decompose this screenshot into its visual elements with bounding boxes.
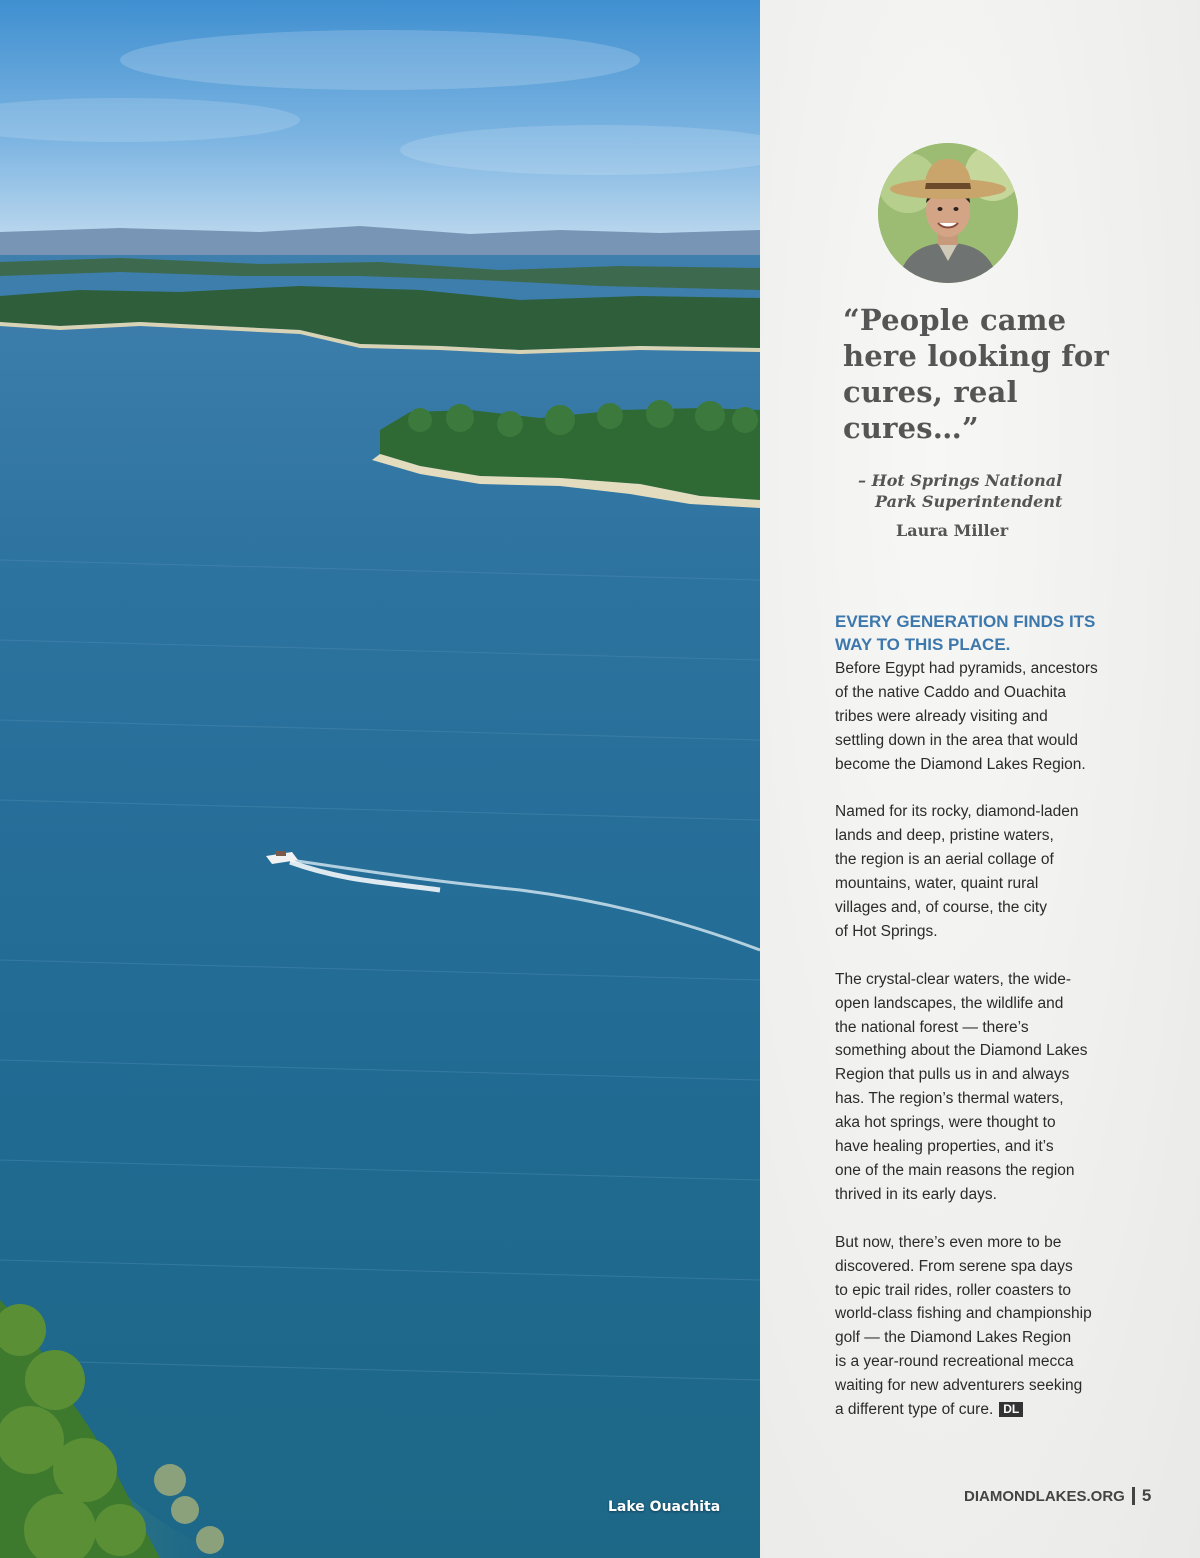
superintendent-portrait bbox=[878, 143, 1018, 283]
article-paragraph-last bbox=[835, 1231, 1147, 1422]
last-paragraph-text: But now, there’s even more to be discovered. From serene spa days to epic trail rides, roller coasters to world-class fishing and championship golf — the Diamond Lakes Region is a year-round recreational mecca waiting for new adventurers seeking a different type of cure. bbox=[835, 1233, 1092, 1419]
photo-caption: Lake Ouachita bbox=[608, 1499, 721, 1515]
article-paragraph: The crystal-clear waters, the wide- open landscapes, the wildlife and the national forest — there’s something about the Diamond Lakes Region that pulls us in and always has. The region’s thermal waters, aka hot springs, were thought to have healing properties, and it’s one of the main reasons the region thrived in its early days. bbox=[835, 970, 1088, 1203]
end-mark-badge: DL bbox=[999, 1402, 1023, 1417]
attribution-title-line2: Park Superintendent bbox=[875, 492, 1063, 511]
ranger-portrait-illustration bbox=[878, 143, 1018, 283]
footer-site-link[interactable]: DIAMONDLAKES.ORG bbox=[964, 1487, 1125, 1505]
article-heading: EVERY GENERATION FINDS ITS WAY TO THIS PLACE. bbox=[835, 612, 1096, 654]
quote-attribution bbox=[858, 470, 1118, 512]
article-paragraph: Before Egypt had pyramids, ancestors of the native Caddo and Ouachita tribes were already visiting and settling down in the area that would become the Diamond Lakes Region. bbox=[835, 660, 1098, 773]
attribution-title-line1: – Hot Springs National bbox=[858, 471, 1063, 490]
footer-divider bbox=[1132, 1487, 1135, 1505]
article-paragraph: Named for its rocky, diamond-laden lands and deep, pristine waters, the region is an aerial collage of mountains, water, quaint rural villages and, of course, the city of Hot Springs. bbox=[835, 803, 1079, 940]
page-number: 5 bbox=[1141, 1486, 1152, 1505]
attribution-name: Laura Miller bbox=[896, 521, 1009, 540]
pull-quote: “People came here looking for cures, real cures…” bbox=[843, 303, 1109, 445]
page-footer bbox=[964, 1486, 1151, 1506]
article-body bbox=[835, 657, 1147, 1446]
